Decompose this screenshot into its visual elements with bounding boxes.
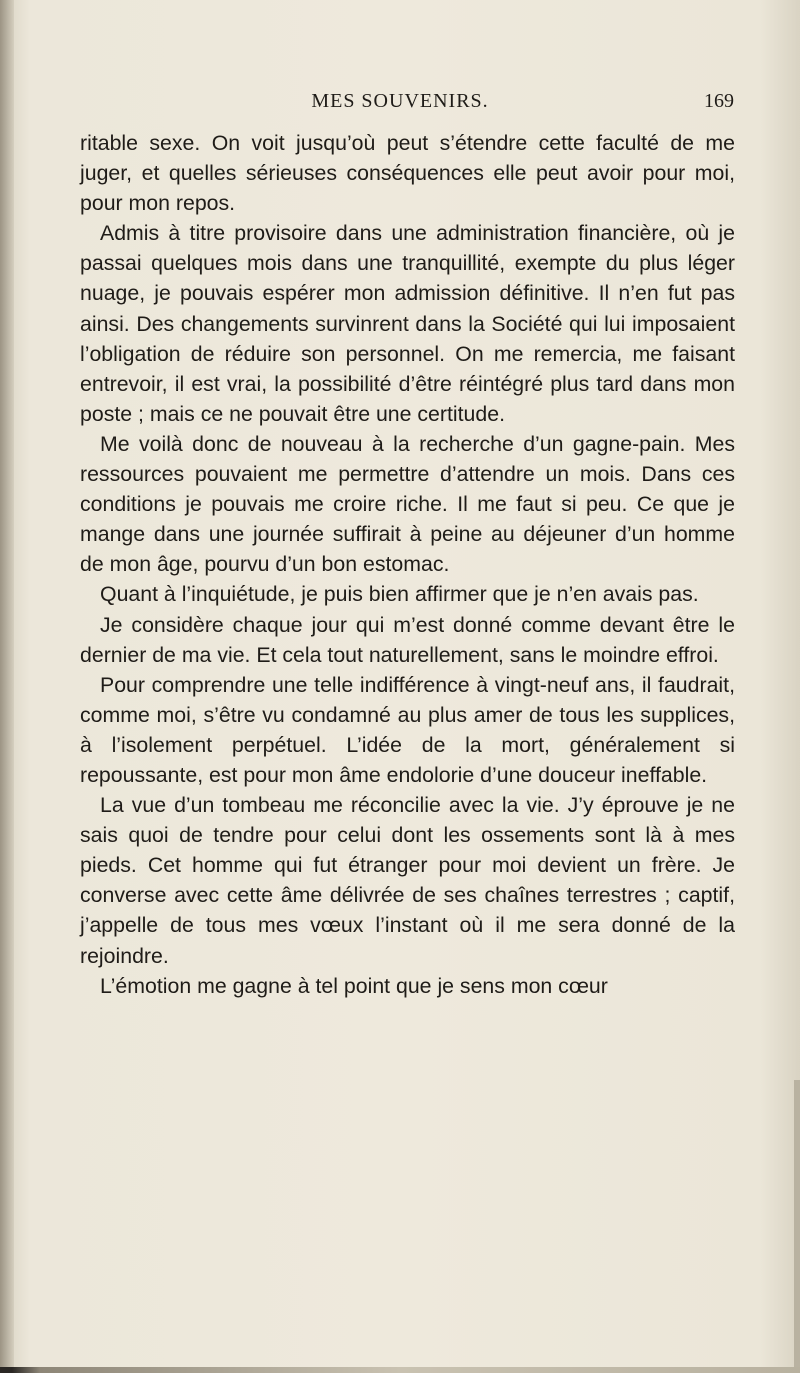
page-bottom-edge [0,1367,800,1373]
paragraph: Admis à titre provisoire dans une administration financière, où je passai quelques mois dans une tranquillité, exempte du plus léger nuage, je pouvais espérer mon admission définitive. Il n’en fut pas ainsi. Des changements survinrent dans la Société qui lui imposaient l’obligation de réduire son personnel. On me remercia, me faisant entrevoir, il est vrai, la possibilité d’être réintégré plus tard dans mon poste ; mais ce ne pouvait être une certitude. [80,221,735,426]
page-number: 169 [704,90,734,112]
paragraph: Je considère chaque jour qui m’est donné comme devant être le dernier de ma vie. Et cela tout naturellement, sans le moindre effroi. [80,612,735,667]
paragraph: Quant à l’inquiétude, je puis bien affirmer que je n’en avais pas. [100,582,699,607]
body-text [80,128,735,1001]
page-header [0,90,800,120]
paragraph-last: L’émotion me gagne à tel point que je sens mon cœur [100,973,608,998]
paragraph-continuation: ritable sexe. On voit jusqu’où peut s’étendre cette faculté de me juger, et quelles sérieuses conséquences elle peut avoir pour moi, pour mon repos. [80,131,735,216]
paragraph: Me voilà donc de nouveau à la recherche d’un gagne-pain. Mes ressources pouvaient me permettre d’attendre un mois. Dans ces conditions je pouvais me croire riche. Il me faut si peu. Ce que je mange dans une journée suffirait à peine au déjeuner d’un homme de mon âge, pourvu d’un bon estomac. [80,431,735,577]
paragraph: Pour comprendre une telle indifférence à vingt-neuf ans, il faudrait, comme moi, s’être vu condamné au plus amer de tous les supplices, à l’isolement perpétuel. L’idée de la mort, généralement si repoussante, est pour mon âme endolorie d’une douceur ineffable. [80,672,735,787]
paragraph: La vue d’un tombeau me réconcilie avec la vie. J’y éprouve je ne sais quoi de tendre pour celui dont les ossements sont là à mes pieds. Cet homme qui fut étranger pour moi devient un frère. Je converse avec cette âme délivrée de ses chaînes terrestres ; captif, j’appelle de tous mes vœux l’instant où il me sera donné de la rejoindre. [80,793,735,968]
page-edge-shadow [794,1080,800,1373]
running-head: MES SOUVENIRS. [311,90,489,112]
binding-gutter-shadow [0,0,14,1373]
